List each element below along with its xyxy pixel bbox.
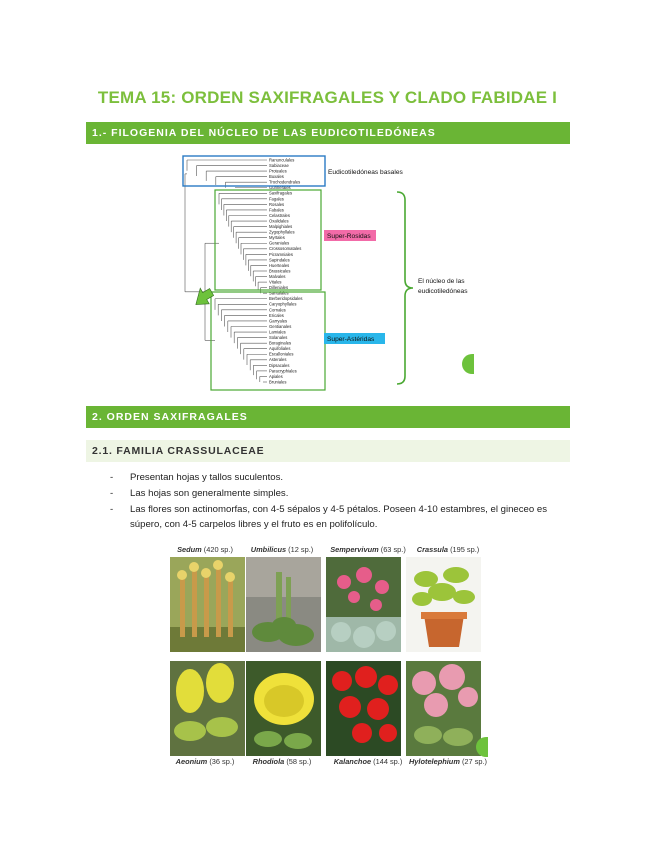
taxon-label: Ranunculales	[269, 157, 295, 163]
list-item: - Las flores son actinomorfas, con 4-5 sépalos y 4-5 pétalos. Poseen 4-10 estambres, el gineceo es súpero, con 4-5 carpelos libres y el fruto es en polifolículo.	[110, 502, 570, 532]
label-core-line1: El núcleo de las	[418, 278, 465, 285]
taxon-label: Vitales	[269, 279, 282, 285]
taxon-label: Zygophyllales	[269, 229, 295, 235]
taxon-label: Celastrales	[269, 212, 290, 218]
caption-umbilicus: Umbilicus (12 sp.)	[250, 545, 314, 554]
taxon-label: Aquifoliales	[269, 346, 291, 352]
taxon-label: Proteales	[269, 168, 287, 174]
characteristics-list	[110, 470, 570, 533]
taxon-label: Sabiaceae	[269, 162, 289, 168]
caption-hylotelephium: Hylotelephium (27 sp.)	[408, 757, 488, 766]
taxon-label: Paracryphiales	[269, 368, 297, 374]
taxon-label: Rosales	[269, 201, 285, 207]
taxon-label: Asterales	[269, 357, 287, 363]
taxon-label: Caryophyllales	[269, 301, 297, 307]
photo-rhodiola	[246, 661, 321, 756]
taxon-label: Ericales	[269, 312, 284, 318]
photo-umbilicus	[246, 557, 321, 652]
taxon-label: Dipsacales	[269, 362, 290, 368]
taxon-label: Berberidopsidales	[269, 296, 303, 302]
label-super-rosids: Super-Rosidas	[327, 233, 371, 240]
taxon-label: Lamiales	[269, 329, 286, 335]
taxon-label: Garryales	[269, 318, 288, 324]
taxon-label: Solanales	[269, 335, 288, 340]
label-basal-eudicots: Eudicotiledóneas basales	[328, 169, 403, 176]
taxon-label: Gunnerales	[269, 185, 291, 191]
taxon-label: Fagales	[269, 196, 284, 202]
phylogenetic-tree	[175, 152, 485, 394]
photo-sedum	[170, 557, 245, 652]
taxon-label: Santalales	[269, 290, 289, 296]
taxon-label: Malpighiales	[269, 224, 293, 229]
label-core-line2: eudicotiledóneas	[418, 288, 468, 295]
photo-aeonium	[170, 661, 245, 756]
taxon-label: Huerteales	[269, 262, 290, 268]
tree-branches	[185, 160, 267, 382]
caption-sempervivum: Sempervivum (63 sp.)	[330, 545, 406, 554]
taxon-label: Oxalidales	[269, 218, 289, 224]
caption-aeonium: Aeonium (36 sp.)	[175, 757, 235, 766]
caption-rhodiola: Rhodiola (58 sp.)	[252, 757, 312, 766]
taxon-label: Boraginales	[269, 340, 292, 346]
taxon-label: Picramniales	[269, 251, 293, 257]
taxon-label: Apiales	[269, 373, 283, 379]
caption-kalanchoe: Kalanchoe (144 sp.)	[333, 757, 403, 766]
tree-taxa-labels	[269, 157, 303, 384]
section-heading-phylogeny: 1.- FILOGENIA DEL NÚCLEO DE LAS EUDICOTILEDÓNEAS	[86, 122, 570, 144]
taxon-label: Fabales	[269, 207, 284, 213]
taxon-label: Saxifragales	[269, 190, 293, 196]
taxon-label: Myrtales	[269, 235, 285, 241]
taxon-label: Sapindales	[269, 257, 290, 263]
taxon-label: Crossosomatales	[269, 246, 302, 252]
taxon-label: Cornales	[269, 307, 286, 313]
super-asterids-box	[211, 292, 325, 390]
super-rosids-box	[215, 190, 321, 290]
label-super-asterids: Super-Astéridas	[327, 336, 375, 343]
page-title: TEMA 15: ORDEN SAXIFRAGALES Y CLADO FABIDAE I	[97, 88, 558, 107]
caption-crassula: Crassula (195 sp.)	[416, 545, 480, 554]
subsection-heading-crassulaceae: 2.1. FAMILIA CRASSULACEAE	[86, 440, 570, 462]
photo-crassula	[406, 557, 481, 652]
taxon-label: Gentianales	[269, 323, 292, 329]
taxon-label: Trochodendrales	[269, 179, 301, 185]
photo-hylotelephium	[406, 661, 481, 756]
core-eudicots-brace	[397, 192, 413, 384]
photo-sempervivum	[326, 557, 401, 652]
taxon-label: Malvales	[269, 273, 286, 279]
list-item: - Las hojas son generalmente simples.	[110, 486, 570, 501]
taxon-label: Bruniales	[269, 379, 287, 385]
taxon-label: Brassicales	[269, 268, 291, 274]
taxon-label: Geraniales	[269, 240, 290, 246]
caption-sedum: Sedum (420 sp.)	[177, 545, 233, 554]
list-item: - Presentan hojas y tallos suculentos.	[110, 470, 570, 485]
taxon-label: Dilleniales	[269, 285, 289, 291]
taxon-label: Escalloniales	[269, 351, 294, 357]
photo-kalanchoe	[326, 661, 401, 756]
taxon-label: Buxales	[269, 174, 284, 180]
section-heading-saxifragales: 2. ORDEN SAXIFRAGALES	[86, 406, 570, 428]
arrow-icon	[190, 284, 216, 310]
